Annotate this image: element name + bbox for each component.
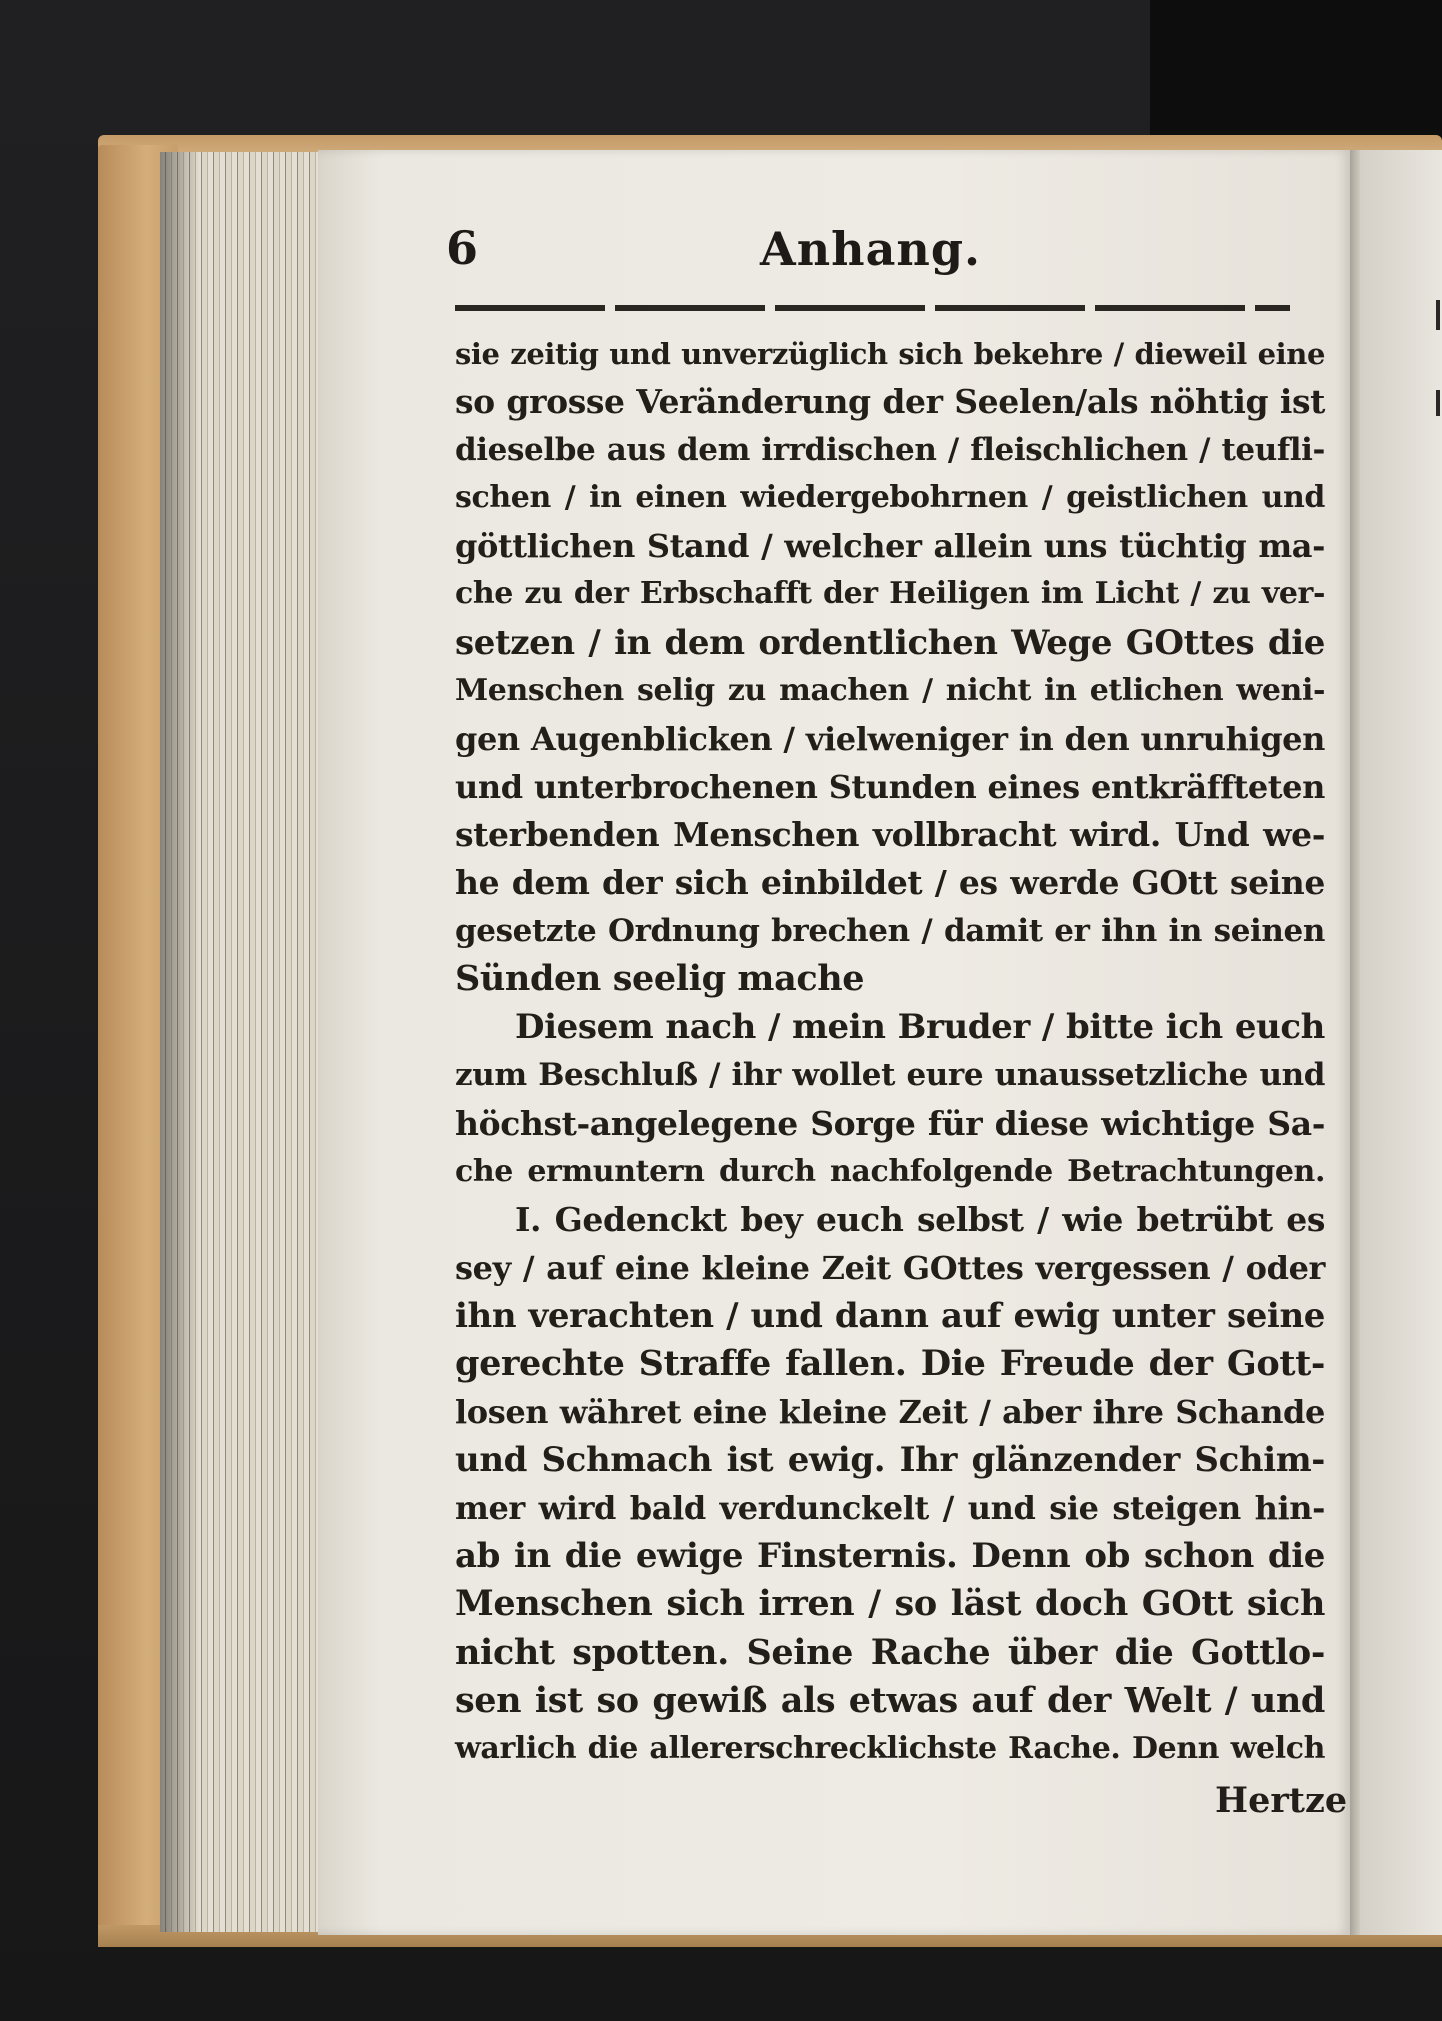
text-line: göttlichen Stand / welcher allein uns tüchtig ma- xyxy=(455,527,1325,566)
text-line: dieselbe aus dem irrdischen / fleischlichen / teufli- xyxy=(455,432,1325,469)
text-line: höchst-angelegene Sorge für diese wichtige Sa- xyxy=(455,1103,1325,1143)
text-line: so grosse Veränderung der Seelen/als nöhtig ist xyxy=(455,382,1325,422)
text-line: und Schmach ist ewig. Ihr glänzender Schim- xyxy=(455,1440,1325,1481)
text-line: schen / in einen wiedergebohrnen / geistlichen und xyxy=(455,480,1325,516)
text-line: he dem der sich einbildet / es werde GOtt seine xyxy=(455,863,1325,903)
head-rule xyxy=(455,305,1290,311)
facing-page xyxy=(1360,150,1442,1935)
facing-page-ink-mark xyxy=(1436,390,1440,416)
text-line: Sünden seelig mache xyxy=(455,958,865,1000)
catchword: Hertze xyxy=(1215,1780,1348,1821)
facing-page-ink-mark xyxy=(1436,300,1440,330)
text-line: losen währet eine kleine Zeit / aber ihre Schande xyxy=(455,1393,1325,1432)
text-line: nicht spotten. Seine Rache über die Gottlo- xyxy=(455,1631,1325,1673)
text-line: Menschen selig zu machen / nicht in etlichen weni- xyxy=(455,672,1325,708)
text-line: setzen / in dem ordentlichen Wege GOttes die xyxy=(455,622,1325,663)
text-line: gerechte Straffe fallen. Die Freude der Gott- xyxy=(455,1342,1325,1384)
text-line: mer wird bald verdunckelt / und sie steigen hin- xyxy=(455,1489,1325,1528)
running-head: Anhang. xyxy=(760,222,982,276)
text-line: che ermuntern durch nachfolgende Betrachtungen. xyxy=(455,1153,1325,1189)
body-text xyxy=(455,330,1325,1773)
text-line: che zu der Erbschafft der Heiligen im Licht / zu ver- xyxy=(455,576,1325,612)
text-line: zum Beschluß / ihr wollet eure unaussetzliche und xyxy=(455,1057,1325,1094)
text-line: sen ist so gewiß als etwas auf der Welt / und xyxy=(455,1679,1325,1721)
book-gutter xyxy=(1350,150,1360,1935)
text-line: und unterbrochenen Stunden eines entkräffteten xyxy=(455,767,1325,806)
page-number: 6 xyxy=(446,221,479,275)
text-line: sey / auf eine kleine Zeit GOttes vergessen / oder xyxy=(455,1248,1325,1287)
text-line: Diesem nach / mein Bruder / bitte ich euch xyxy=(515,1007,1325,1048)
text-line: I. Gedenckt bey euch selbst / wie betrübt es xyxy=(515,1199,1325,1239)
text-line: ab in die ewige Finsternis. Denn ob schon die xyxy=(455,1536,1325,1577)
text-line: sie zeitig und unverzüglich sich bekehre / dieweil eine xyxy=(455,337,1325,371)
text-line: Menschen sich irren / so läst doch GOtt sich xyxy=(455,1583,1325,1625)
backdrop-shadow xyxy=(1150,0,1442,150)
text-line: gesetzte Ordnung brechen / damit er ihn in seinen xyxy=(455,913,1325,950)
text-line: gen Augenblicken / vielweniger in den unruhigen xyxy=(455,719,1325,758)
text-line: ihn verachten / und dann auf ewig unter seine xyxy=(455,1295,1325,1336)
text-line: warlich die allererschrecklichste Rache. Denn welch xyxy=(455,1730,1325,1766)
text-line: sterbenden Menschen vollbracht wird. Und we- xyxy=(455,814,1325,854)
page-edges-shadow xyxy=(160,152,200,1932)
